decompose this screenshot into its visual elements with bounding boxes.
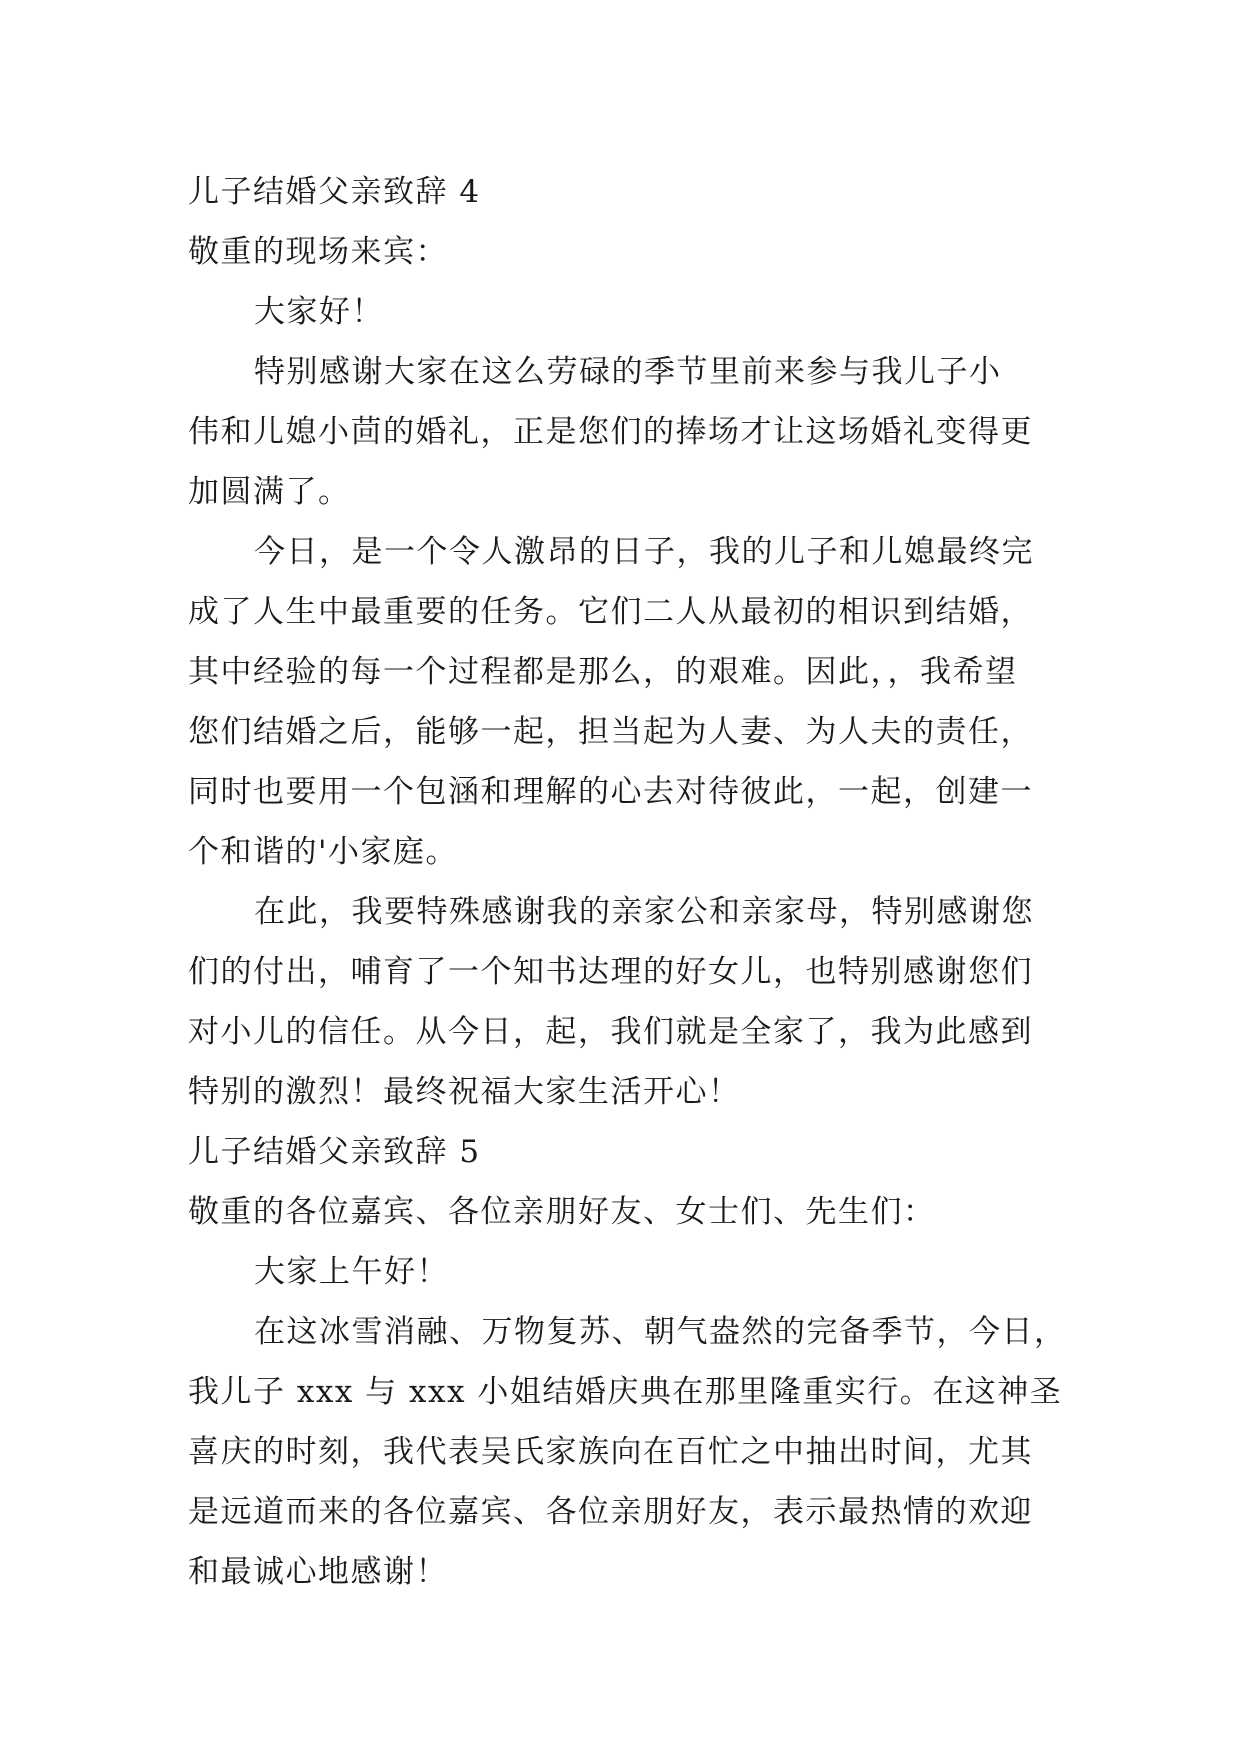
text-line: 是远道而来的各位嘉宾、各位亲朋好友，表示最热情的欢迎 [188,1494,1033,1530]
text-line: 您们结婚之后，能够一起，担当起为人妻、为人夫的责任， [188,714,1033,750]
section-title: 儿子结婚父亲致辞 4 [188,174,481,210]
text-line: 和最诚心地感谢！ [188,1554,448,1590]
greeting: 大家上午好！ [254,1254,449,1290]
section-title: 儿子结婚父亲致辞 5 [188,1134,481,1170]
text-line: 对小儿的信任。从今日，起，我们就是全家了，我为此感到 [188,1014,1033,1050]
text-line: 们的付出，哺育了一个知书达理的好女儿，也特别感谢您们 [188,954,1033,990]
text-line: 加圆满了。 [188,474,351,510]
text-line: 我儿子 xxx 与 xxx 小姐结婚庆典在那里隆重实行。在这神圣 [188,1374,1063,1410]
text-line: 特别的激烈！最终祝福大家生活开心！ [188,1074,741,1110]
greeting: 大家好！ [254,294,384,330]
salutation: 敬重的各位嘉宾、各位亲朋好友、女士们、先生们： [188,1194,936,1230]
text-line: 喜庆的时刻，我代表吴氏家族向在百忙之中抽出时间，尤其 [188,1434,1033,1470]
salutation: 敬重的现场来宾： [188,234,448,270]
text-line: 伟和儿媳小茴的婚礼，正是您们的捧场才让这场婚礼变得更 [188,414,1033,450]
paragraph-start-line: 在此，我要特殊感谢我的亲家公和亲家母，特别感谢您 [254,894,1034,930]
paragraph-start-line: 特别感谢大家在这么劳碌的季节里前来参与我儿子小 [254,354,1002,390]
text-line: 同时也要用一个包涵和理解的心去对待彼此，一起，创建一 [188,774,1033,810]
text-line: 个和谐的'小家庭。 [188,834,459,870]
text-line: 成了人生中最重要的任务。它们二人从最初的相识到结婚， [188,594,1033,630]
text-line: 其中经验的每一个过程都是那么，的艰难。因此，，我希望 [188,654,1018,690]
document-body [188,162,1068,1602]
paragraph-start-line: 今日，是一个令人激昂的日子，我的儿子和儿媳最终完 [254,534,1034,570]
paragraph-start-line: 在这冰雪消融、万物复苏、朝气盎然的完备季节，今日， [254,1314,1067,1350]
